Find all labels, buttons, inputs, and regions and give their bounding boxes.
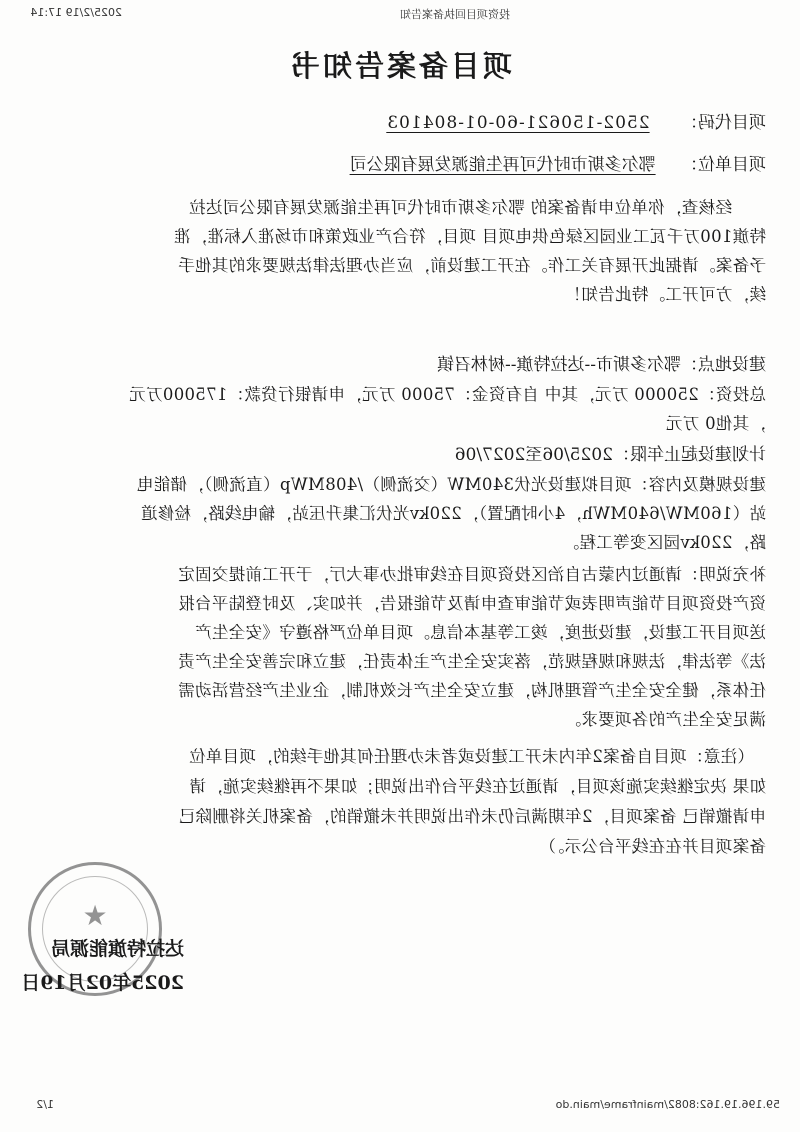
period-value: 2025/06至2027/06 (454, 445, 613, 465)
note-line: 备案项目并在在线平台公示。） (539, 837, 766, 856)
investment-block (40, 380, 766, 438)
notice-line: 特旗100万千瓦工业园区绿色供电项目 项目，符合产业政策和市场准入标准，准 (173, 227, 766, 246)
signing-authority: 达拉特旗能源局 (50, 938, 184, 960)
supplement-line: 资产投资项目节能声明表或节能审查申请及节能报告，并如实、及时登陆平台报 (178, 594, 766, 613)
period-label: 计划建设起止年限： (613, 445, 766, 465)
project-code-value: 2502-150621-60-01-804103 (386, 113, 650, 133)
supplement-block (40, 560, 766, 734)
footer-page-number: 1/2 (36, 1098, 54, 1111)
supplement-line: 满足安全生产的各项要求。 (564, 710, 766, 729)
notice-paragraph (40, 193, 766, 309)
project-code-row (386, 108, 766, 133)
note-line: 申请撤销已 备案项目，2年期满后仍未作出说明并未撤销的，备案机关将删除已 (178, 807, 766, 826)
investment-line: 总投资：250000 万元，其中 自有资金：75000 万元，申请银行贷款：175000万元 (129, 385, 766, 404)
note-line: 如果 决定继续实施该项目，请通过在线平台作出说明；如果不再继续实施，请 (189, 777, 766, 796)
period-row (455, 440, 766, 465)
header-page-title: 投资项目回执备案告知 (400, 8, 510, 21)
project-unit-value: 鄂尔多斯市时代可再生能源发展有限公司 (349, 155, 656, 175)
project-unit-row (350, 150, 766, 175)
notice-line: 经核查，你单位申请备案的 鄂尔多斯市时代可再生能源发展有限公司达拉 (188, 198, 732, 217)
project-code-label: 项目代码： (681, 113, 766, 133)
notice-line: 续，方可开工。特此告知！ (564, 285, 766, 304)
scale-block (40, 470, 766, 557)
supplement-line: 补充说明：请通过内蒙古自治区投资项目在线审批办事大厅，于开工前提交固定 (178, 565, 766, 584)
notice-line: 予备案。请据此开展有关工作。在开工建设前，应当办理法律法规要求的其他手 (178, 256, 766, 275)
location-value: 鄂尔多斯市--达拉特旗--树林召镇 (437, 355, 681, 375)
location-row (437, 350, 766, 375)
document-title: 项目备案告知书 (288, 49, 513, 83)
investment-line: ，其他0 万元 (665, 414, 766, 433)
supplement-line: 法》等法律，法规和规程规范，落实安全生产主体责任，建立和完善安全生产责 (178, 652, 766, 671)
scale-line: 建设规模及内容：项目拟建设光伏340MW（交流侧）/408MWp（直流侧），储能电 (136, 475, 766, 494)
note-line: （注意：项目自备案2年内未开工建设或者未办理任何其他手续的，项目单位 (188, 747, 754, 766)
seal-star-icon: ★ (82, 899, 108, 932)
project-unit-label: 项目单位： (681, 155, 766, 175)
location-label: 建设地点： (681, 355, 766, 375)
note-block (40, 742, 766, 862)
scale-line: 路，220kv园区变等工程。 (562, 533, 766, 552)
supplement-line: 送项目开工建设，建设进度，竣工等基本信息。项目单位严格遵守《安全生产 (194, 623, 766, 642)
header-datetime: 2025/2/19 17:14 (30, 6, 122, 19)
scale-line: 站（160MW/640MWh，4小时配置），220kv光伏汇集升压站，输电线路，检修道 (140, 504, 766, 523)
supplement-line: 任体系，健全安全生产管理机构，建立安全生产长效机制，企业生产经营活动需 (178, 681, 766, 700)
footer-url: 59.196.19.162:8082/mainframe/main.do (555, 1098, 780, 1111)
signing-date: 2025年02月19日 (21, 972, 184, 994)
